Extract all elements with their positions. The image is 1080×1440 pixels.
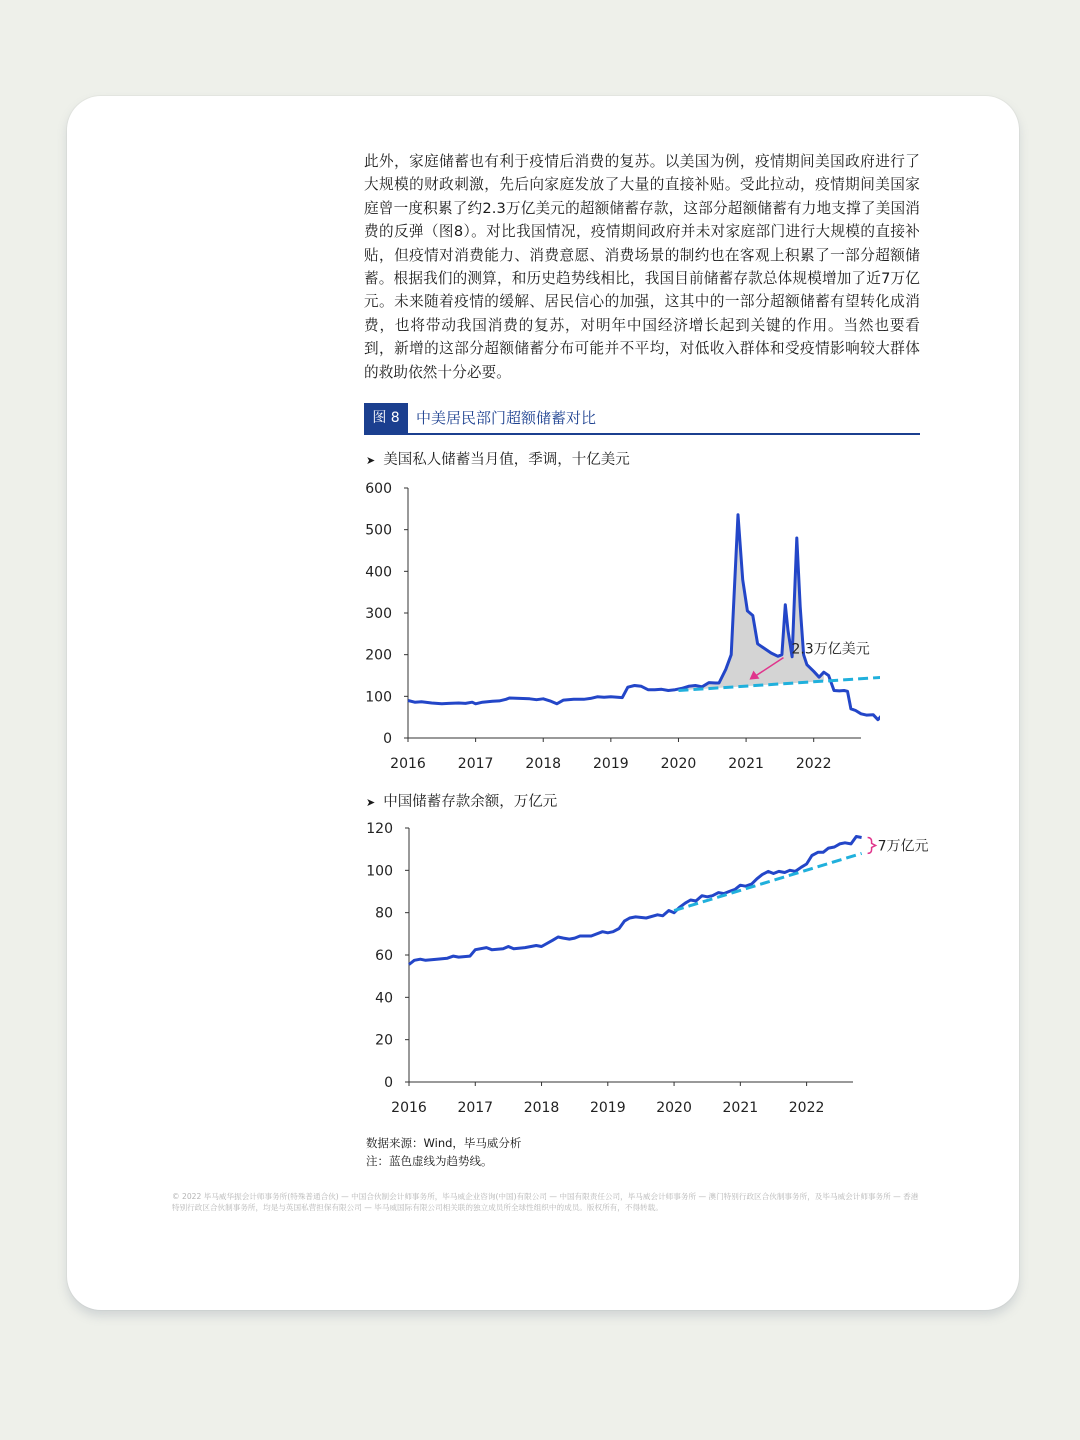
figure-number: 图 8 <box>364 403 408 433</box>
x-tick-label: 2020 <box>660 756 697 772</box>
y-tick-label: 100 <box>365 689 392 706</box>
y-tick-label: 0 <box>384 1075 393 1091</box>
y-tick-label: 60 <box>375 948 393 964</box>
cn-chart-title <box>366 792 557 813</box>
y-tick-label: 500 <box>365 522 392 539</box>
annotation-brace <box>868 838 876 854</box>
excess-savings-area <box>682 515 824 691</box>
arrow-bullet-icon: ➤ <box>366 454 376 467</box>
x-tick-label: 2016 <box>391 1100 427 1116</box>
trend-note: 注：蓝色虚线为趋势线。 <box>366 1154 493 1168</box>
cn-savings-chart <box>360 812 930 1127</box>
copyright-footer: © 2022 毕马威华振会计师事务所(特殊普通合伙) — 中国合伙制会计师事务所，毕马威企业咨询(中国)有限公司 — 中国有限责任公司，毕马威会计师事务所 — 澳门特别行政区合伙制事务所，及毕马威会计师事务所 — 香港特别行政区合伙制事务所，均是与英国私营担保有限公司 — 毕马威国际有限公司相关联的独立成员所全球性组织中的成员。版权所有，不得转载。 <box>172 1192 919 1212</box>
figure-title: 中美居民部门超额储蓄对比 <box>416 409 597 427</box>
y-tick-label: 600 <box>365 481 392 497</box>
figure-header <box>364 403 920 435</box>
savings-series-line <box>409 837 862 965</box>
x-tick-label: 2018 <box>525 756 562 772</box>
y-tick-label: 40 <box>375 990 393 1007</box>
x-tick-label: 2022 <box>788 1100 825 1116</box>
source-note: 数据来源：Wind，毕马威分析 <box>366 1136 522 1150</box>
x-tick-label: 2022 <box>795 756 832 772</box>
x-tick-label: 2017 <box>457 1100 494 1116</box>
annotation-label: 7万亿元 <box>877 838 929 855</box>
y-tick-label: 100 <box>366 863 393 880</box>
y-tick-label: 300 <box>365 606 392 622</box>
trend-line <box>674 853 862 910</box>
x-tick-label: 2019 <box>589 1100 626 1116</box>
y-tick-label: 400 <box>365 564 392 581</box>
x-tick-label: 2019 <box>593 756 629 772</box>
y-tick-label: 200 <box>365 647 392 664</box>
body-paragraph: 此外，家庭储蓄也有利于疫情后消费的复苏。以美国为例，疫情期间美国政府进行了大规模的财政刺激，先后向家庭发放了大量的直接补贴。受此拉动，疫情期间美国家庭曾一度积累了约2.3万亿美元的超额储蓄存款，这部分超额储蓄有力地支撑了美国消费的反弹（图8）。对比我国情况，疫情期间政府并未对家庭部门进行大规模的直接补贴，但疫情对消费能力、消费意愿、消费场景的制约也在客观上积累了一部分超额储蓄。根据我们的测算，和历史趋势线相比，我国目前储蓄存款总体规模增加了近7万亿元。未来随着疫情的缓解、居民信心的加强，这其中的一部分超额储蓄有望转化成消费，也将带动我国消费的复苏，对明年中国经济增长起到关键的作用。当然也要看到，新增的这部分超额储蓄分布可能并不平均，对低收入群体和受疫情影响较大群体的救助依然十分必要。 <box>364 153 920 381</box>
y-tick-label: 0 <box>383 731 392 747</box>
x-tick-label: 2021 <box>728 756 764 772</box>
us-chart-title-text: 美国私人储蓄当月值，季调，十亿美元 <box>383 452 630 468</box>
savings-series-line <box>408 515 880 720</box>
x-tick-label: 2016 <box>390 756 426 772</box>
cn-chart-title-text: 中国储蓄存款余额，万亿元 <box>383 794 558 810</box>
us-chart-title <box>366 450 630 471</box>
us-savings-chart <box>360 470 880 780</box>
x-tick-label: 2021 <box>722 1100 759 1116</box>
arrow-bullet-icon: ➤ <box>366 796 376 809</box>
x-tick-label: 2018 <box>523 1100 560 1116</box>
x-tick-label: 2020 <box>656 1100 692 1116</box>
x-tick-label: 2017 <box>457 756 494 772</box>
y-tick-label: 20 <box>375 1032 393 1049</box>
y-tick-label: 120 <box>366 821 393 837</box>
annotation-label: 2.3万亿美元 <box>791 641 870 658</box>
y-tick-label: 80 <box>375 905 393 922</box>
